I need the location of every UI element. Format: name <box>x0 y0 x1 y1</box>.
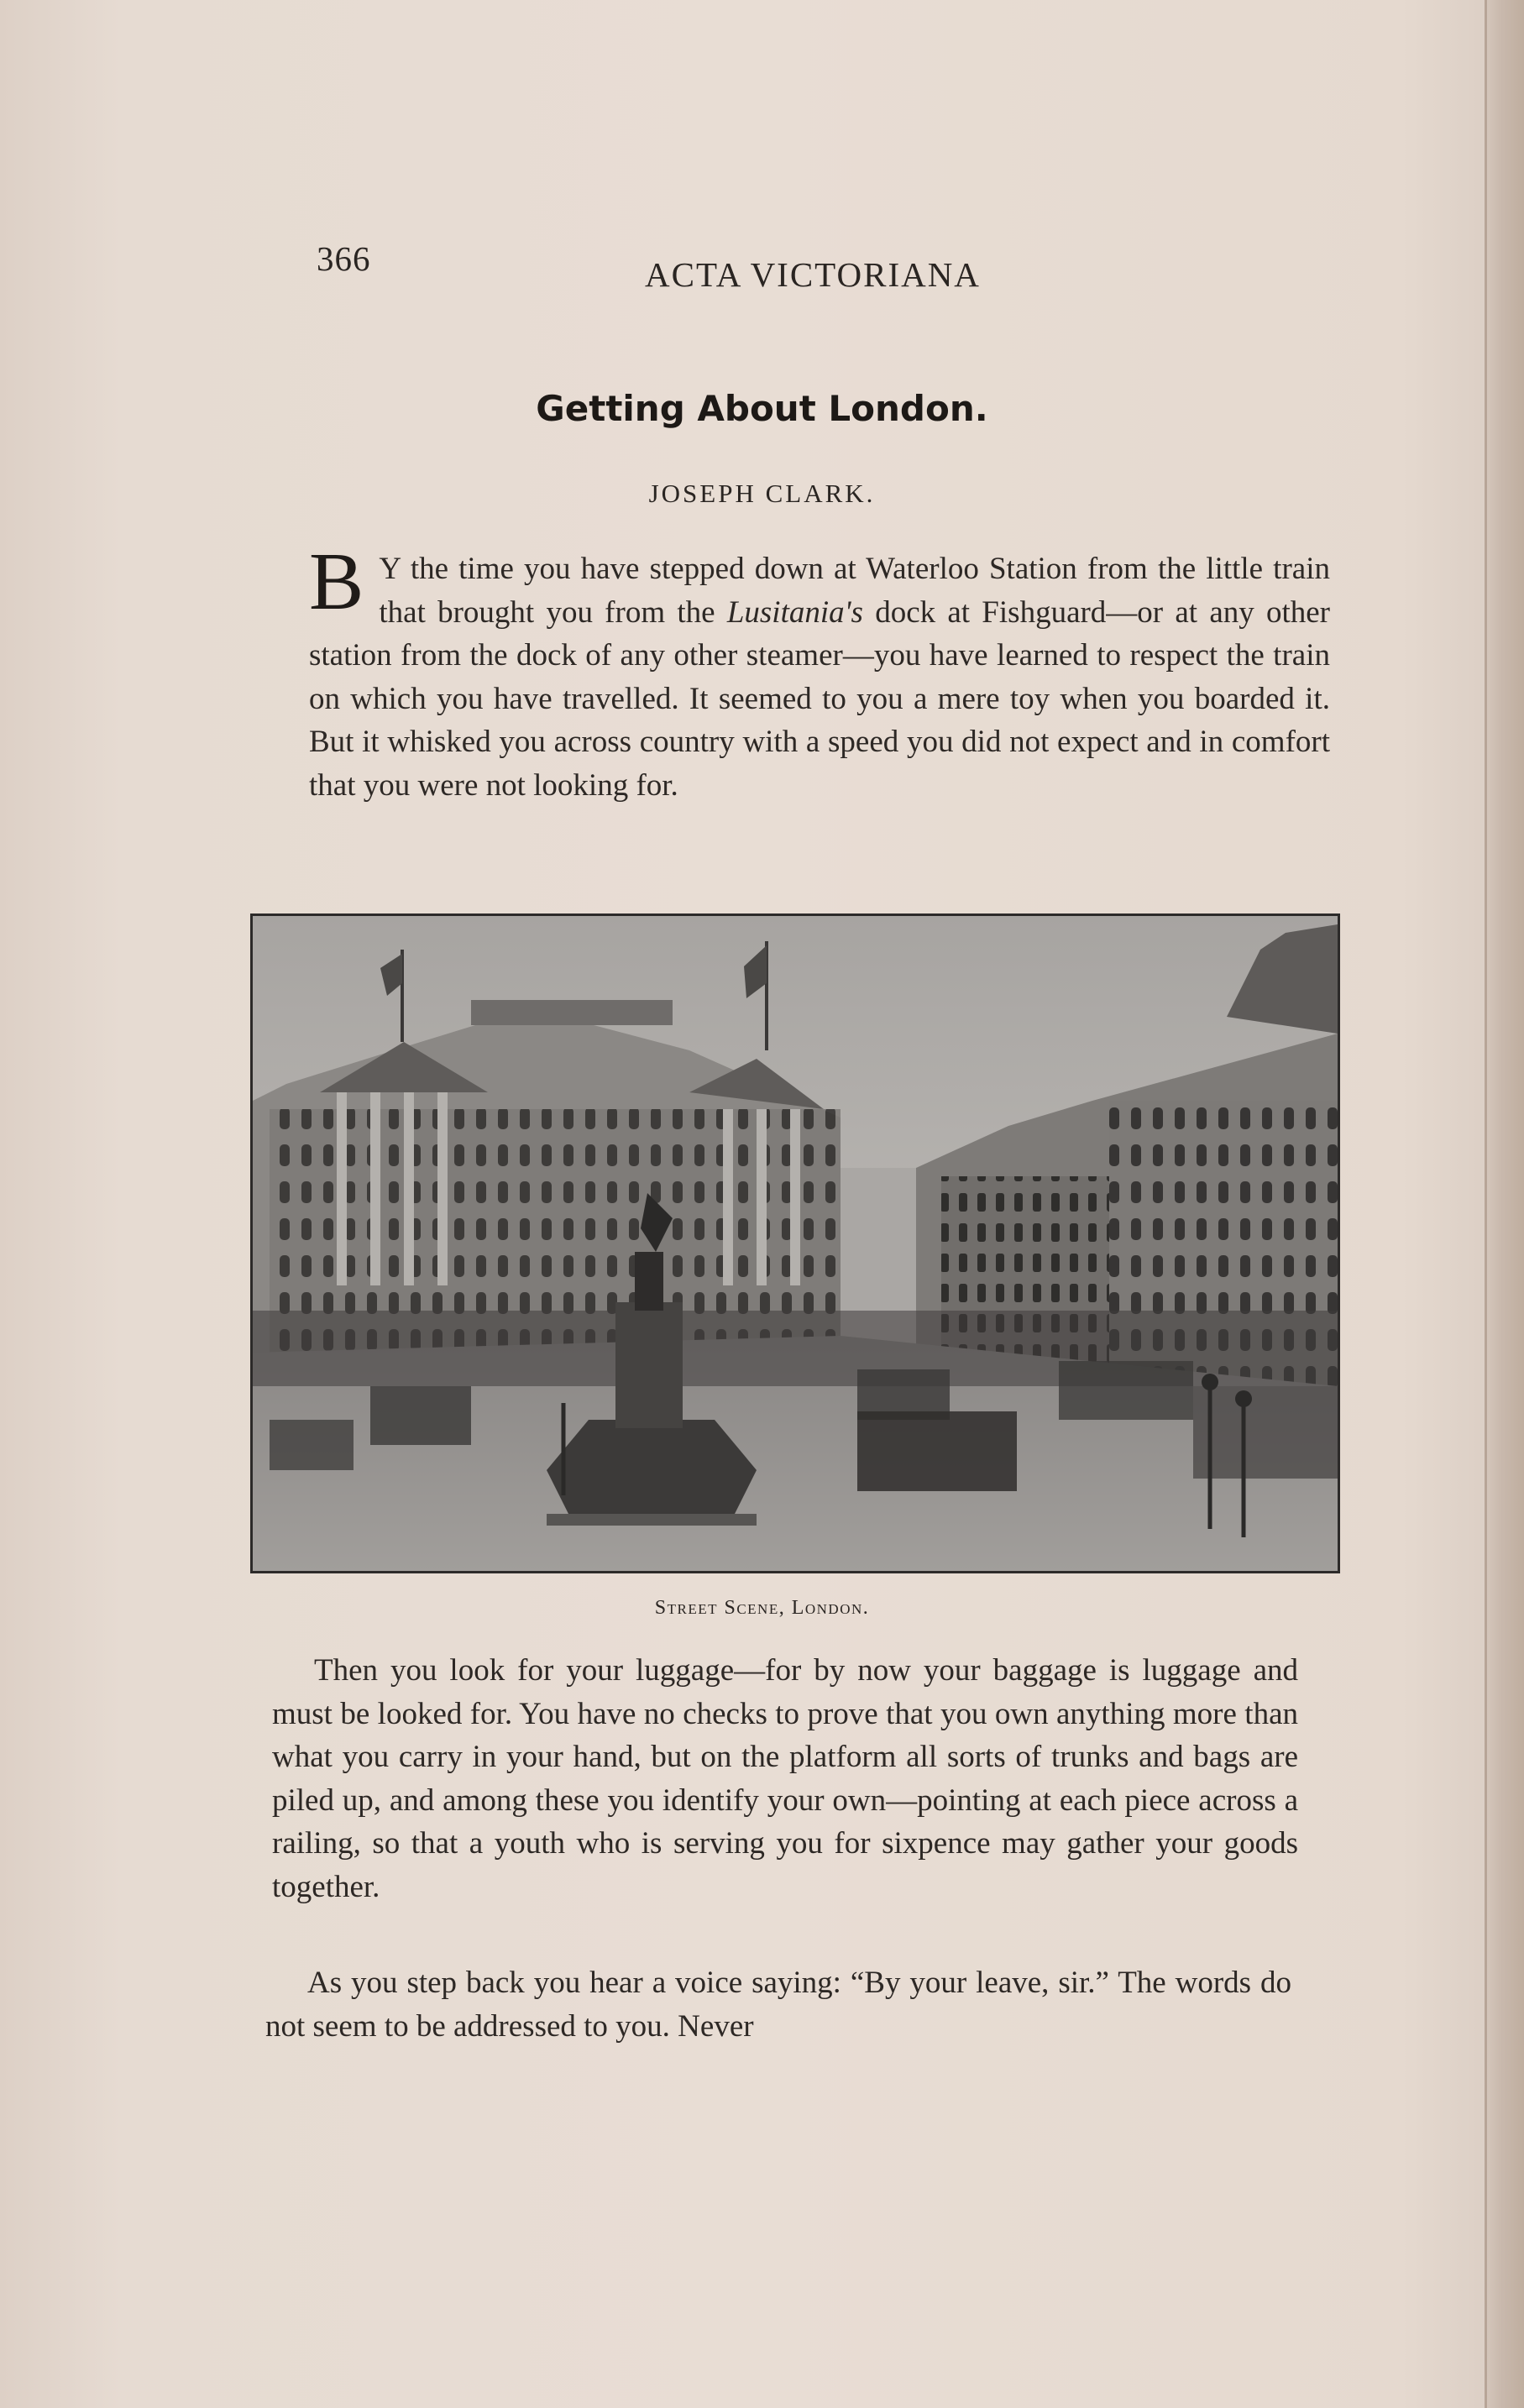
photo-illustration <box>253 916 1338 1571</box>
article-author: JOSEPH CLARK. <box>648 479 876 508</box>
paragraph-opening-text-continued: dock at Fishguard—or at any other station from the dock of any other steamer—you have learned to respect the train on which you have travelled. It seemed to you a mere toy when you boarded it. But it whisked you across country with a speed you did not expect and in comfort that you were not looking for. <box>309 594 1331 803</box>
paragraph-luggage: Then you look for your luggage—for by now your baggage is luggage and must be looked for. You have no checks to prove that you own anything more than what you carry in your hand, but on the platform all sorts of trunks and bags are piled up, and among these you identify your own—pointing at each piece across a railing, so that a youth who is serving you for sixpence may gather your goods together. <box>272 1653 1298 1904</box>
running-header-title: ACTA VICTORIANA <box>645 255 981 294</box>
paragraph-step-back: As you step back you hear a voice saying: “By your leave, sir.” The words do not seem to be addressed to you. Never <box>265 1966 1291 2044</box>
drop-cap: B <box>309 537 364 627</box>
paragraph-opening <box>309 537 1331 807</box>
book-spine-edge <box>1485 0 1524 2408</box>
street-scene-photograph <box>250 913 1340 1573</box>
paragraph-opening-text: Y the time you have stepped down at Waterloo Station from the little train that brought you from the <box>379 552 1330 630</box>
page-number: 366 <box>317 239 371 278</box>
page-gutter-line <box>1485 0 1487 2408</box>
article-title: Getting About London. <box>536 388 988 429</box>
photo-caption: Street Scene, London. <box>654 1597 870 1619</box>
ship-name-italic: Lusitania's <box>726 594 863 630</box>
